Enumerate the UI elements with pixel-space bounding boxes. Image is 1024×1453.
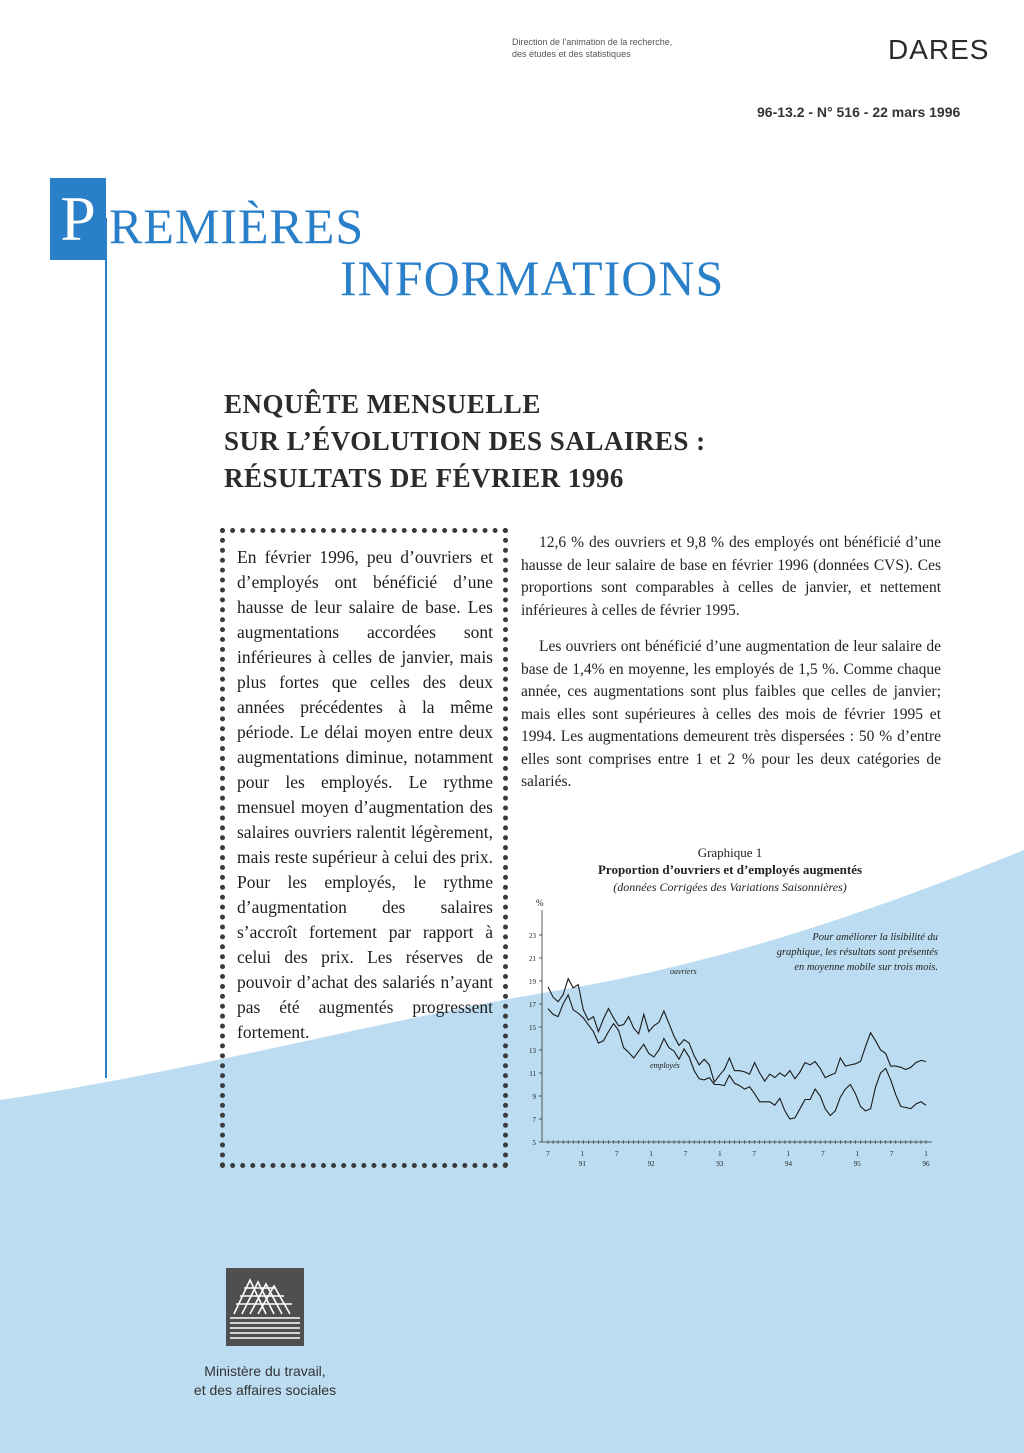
series-label-employes: employés (650, 1061, 680, 1070)
masthead-vertical-rule (105, 218, 107, 1078)
x-tick-label-month: 7 (546, 1150, 550, 1158)
series-line-employes (548, 995, 926, 1119)
title-line-1: ENQUÊTE MENSUELLE (224, 389, 541, 419)
masthead-premieres: REMIÈRES (109, 198, 365, 254)
y-tick-label: 9 (532, 1093, 536, 1101)
series-line-ouvriers (548, 979, 926, 1082)
ministry-logo-icon (226, 1268, 304, 1346)
title-line-2: SUR L’ÉVOLUTION DES SALAIRES : (224, 426, 706, 456)
ministry-logo (226, 1268, 304, 1346)
masthead-initial: P (50, 178, 106, 260)
ministry-name (172, 1362, 358, 1400)
x-tick-label-month: 7 (889, 1150, 894, 1158)
y-tick-label: 21 (529, 955, 536, 963)
x-tick-label-year: 91 (578, 1160, 586, 1168)
x-tick-label-month: 7 (752, 1150, 756, 1158)
y-tick-label: 17 (529, 1001, 536, 1009)
y-tick-label: 7 (532, 1116, 536, 1124)
body-column (521, 532, 941, 808)
x-tick-label-month: 1 (649, 1150, 653, 1158)
x-tick-label-month: 1 (718, 1150, 722, 1158)
figure-label: Graphique 1 (697, 845, 763, 860)
y-tick-label: 5 (532, 1139, 536, 1147)
y-tick-label: 23 (529, 932, 536, 940)
y-tick-label: 19 (529, 978, 536, 986)
dares-logo-text: DARES (888, 34, 990, 65)
x-tick-label-year: 96 (922, 1160, 930, 1168)
header-org-line2: des études et des statistiques (512, 49, 631, 59)
chart-note: Pour améliorer la lisibilité du graphique, les résultats sont présentés en moyenne mobile sur trois mois. (776, 932, 938, 973)
ministry-line-2: et des affaires sociales (193, 1382, 337, 1398)
x-tick-label-month: 1 (855, 1150, 860, 1158)
x-tick-label-month: 1 (924, 1150, 928, 1158)
x-tick-label-year: 92 (647, 1160, 655, 1168)
page-title (224, 386, 706, 497)
title-line-3: RÉSULTATS DE FÉVRIER 1996 (224, 463, 624, 493)
y-tick-label: 15 (529, 1024, 536, 1032)
y-axis-label: % (536, 898, 544, 908)
ministry-line-1: Ministère du travail, (204, 1363, 326, 1379)
x-tick-label-year: 95 (853, 1160, 861, 1168)
figure-subtitle: (données Corrigées des Variations Saisonnières) (613, 880, 847, 894)
x-tick-label-month: 7 (821, 1150, 825, 1158)
body-paragraph-1: 12,6 % des ouvriers et 9,8 % des employés ont bénéficié d’une hausse de leur salaire de base en février 1996 (données CVS). Ces proportions sont comparables à celles de janvier, et nettement inférieures à celles de février 1995. (521, 534, 941, 619)
header-organization (512, 36, 672, 60)
x-tick-label-year: 94 (785, 1160, 793, 1168)
x-tick-label-year: 93 (716, 1160, 724, 1168)
body-paragraph-2: Les ouvriers ont bénéficié d’une augmentation de leur salaire de base de 1,4% en moyenne, les employés de 1,5 %. Comme chaque année, ces augmentations sont plus faibles que celles de janvier; mais elles sont supérieures à celles des mois de février 1995 et 1994. Les augmentations demeurent très dispersées : 50 % d’entre elles sont comprises entre 1 et 2 % pour les deux catégories de salariés. (521, 638, 941, 790)
header-org-line1: Direction de l'animation de la recherche, (512, 37, 673, 47)
x-tick-label-month: 1 (580, 1150, 585, 1158)
issue-number: 96-13.2 - N° 516 - 22 mars 1996 (757, 104, 961, 120)
abstract-box: En février 1996, peu d’ouvriers et d’employés ont bénéficié d’une hausse de leur salaire de base. Les augmentations accordées sont inférieures à celles de janvier, mais plus fortes que celles des deux années précédentes à la même période. Le délai moyen entre deux augmentations diminue, notamment pour les employés. Le rythme mensuel moyen d’augmentation des salaires ouvriers ralentit légèrement, mais reste supérieur à celui des prix. Pour les employés, le rythme d’augmentation des salaires s’accroît fortement par rapport à celui des prix. Les réserves de pouvoir d’achat des salariés n’ayant pas été augmentés progressent fortement. (220, 528, 508, 1168)
masthead-informations: INFORMATIONS (340, 250, 725, 306)
x-tick-label-month: 7 (683, 1150, 688, 1158)
series-label-ouvriers: ouvriers (670, 967, 697, 976)
x-tick-label-month: 7 (614, 1150, 619, 1158)
y-tick-label: 13 (529, 1047, 536, 1055)
figure-title: Proportion d’ouvriers et d’employés augmentés (597, 862, 863, 877)
y-tick-label: 11 (529, 1070, 536, 1078)
x-tick-label-month: 1 (786, 1150, 791, 1158)
